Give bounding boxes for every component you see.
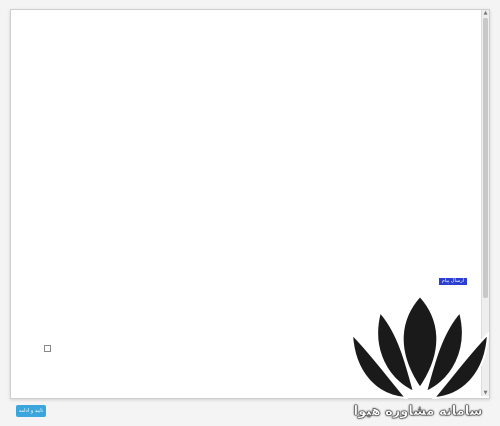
watermark-text: سامانه مشاوره هیوا <box>353 404 483 419</box>
agree-row[interactable] <box>11 344 51 352</box>
confirm-button[interactable]: تایید و ادامه <box>16 405 46 417</box>
scroll-up-icon[interactable]: ▲ <box>483 10 488 16</box>
note-item-with-input <box>25 278 467 286</box>
message-button[interactable]: ارسال پیام <box>439 278 467 285</box>
agree-checkbox[interactable] <box>44 345 51 352</box>
scroll-down-icon[interactable]: ▼ <box>483 390 488 396</box>
scrollbar-thumb[interactable] <box>483 18 488 298</box>
